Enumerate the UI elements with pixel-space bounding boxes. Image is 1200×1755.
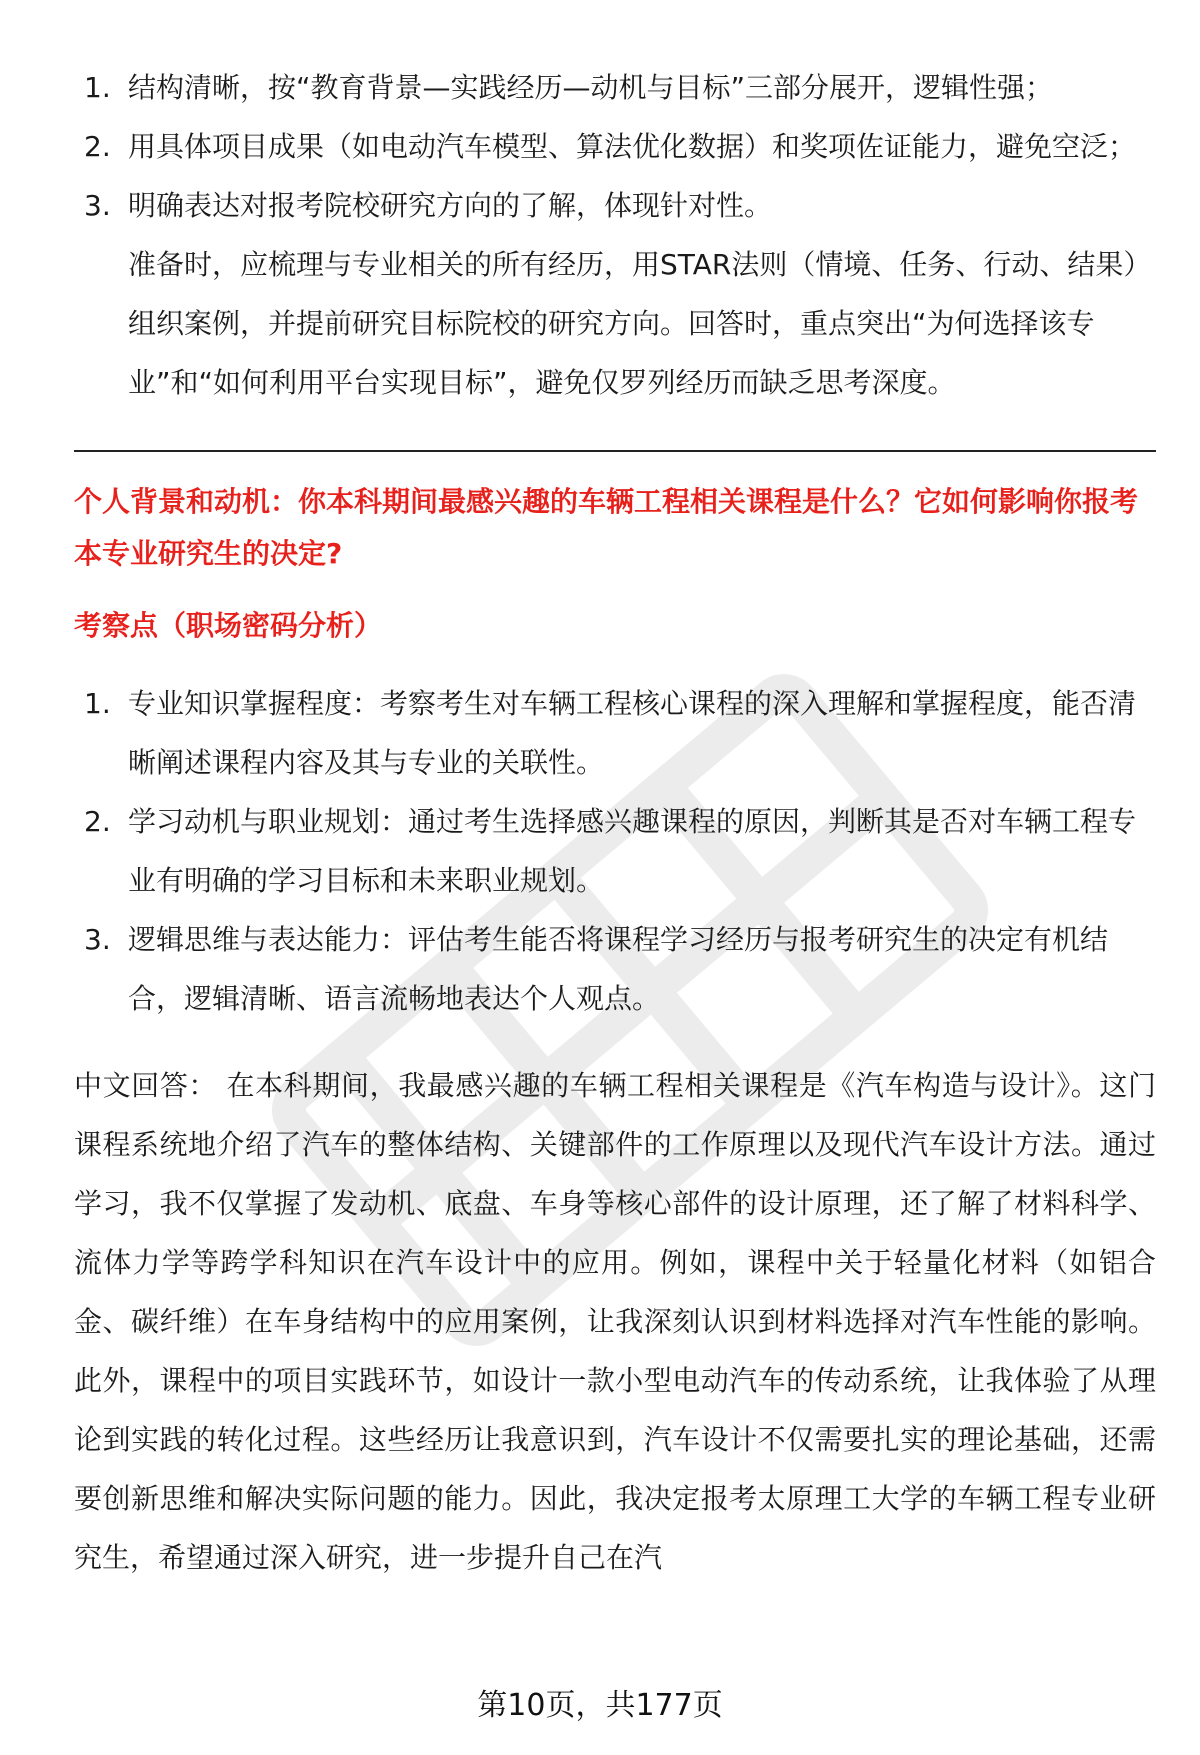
focus-heading: 考察点（职场密码分析） bbox=[74, 609, 383, 642]
document-page bbox=[74, 58, 1156, 1587]
intro-list bbox=[74, 58, 1156, 235]
list-item: 2. 用具体项目成果（如电动汽车模型、算法优化数据）和奖项佐证能力，避免空泛； bbox=[84, 130, 1137, 163]
preparation-paragraph: 准备时，应梳理与专业相关的所有经历，用STAR法则（情境、任务、行动、结果）组织案例，并提前研究目标院校的研究方向。回答时，重点突出“为何选择该专业”和“如何利用平台实现目标”，避免仅罗列经历而缺乏思考深度。 bbox=[128, 248, 1152, 399]
question-heading: 个人背景和动机：你本科期间最感兴趣的车辆工程相关课程是什么？它如何影响你报考本专业研究生的决定? bbox=[74, 485, 1139, 570]
list-item: 3. 明确表达对报考院校研究方向的了解，体现针对性。 bbox=[84, 189, 773, 222]
list-item: 1. 专业知识掌握程度：考察考生对车辆工程核心课程的深入理解和掌握程度，能否清晰阐述课程内容及其与专业的关联性。 bbox=[84, 687, 1137, 779]
page-number: 第10页，共177页 bbox=[477, 1688, 723, 1723]
answer-paragraph: 中文回答： 在本科期间，我最感兴趣的车辆工程相关课程是《汽车构造与设计》。这门课程系统地介绍了汽车的整体结构、关键部件的工作原理以及现代汽车设计方法。通过学习，我不仅掌握了发动机、底盘、车身等核心部件的设计原理，还了解了材料科学、流体力学等跨学科知识在汽车设计中的应用。例如，课程中关于轻量化材料（如铝合金、碳纤维）在车身结构中的应用案例，让我深刻认识到材料选择对汽车性能的影响。此外，课程中的项目实践环节，如设计一款小型电动汽车的传动系统，让我体验了从理论到实践的转化过程。这些经历让我意识到，汽车设计不仅需要扎实的理论基础，还需要创新思维和解决实际问题的能力。因此，我决定报考太原理工大学的车辆工程专业研究生，希望通过深入研究，进一步提升自己在汽 bbox=[74, 1069, 1156, 1574]
list-item: 3. 逻辑思维与表达能力：评估考生能否将课程学习经历与报考研究生的决定有机结合，逻辑清晰、语言流畅地表达个人观点。 bbox=[84, 923, 1109, 1015]
focus-list bbox=[74, 674, 1156, 1028]
list-item: 1. 结构清晰，按“教育背景—实践经历—动机与目标”三部分展开，逻辑性强； bbox=[84, 71, 1054, 104]
list-item: 2. 学习动机与职业规划：通过考生选择感兴趣课程的原因，判断其是否对车辆工程专业有明确的学习目标和未来职业规划。 bbox=[84, 805, 1137, 897]
section-divider bbox=[74, 450, 1156, 452]
